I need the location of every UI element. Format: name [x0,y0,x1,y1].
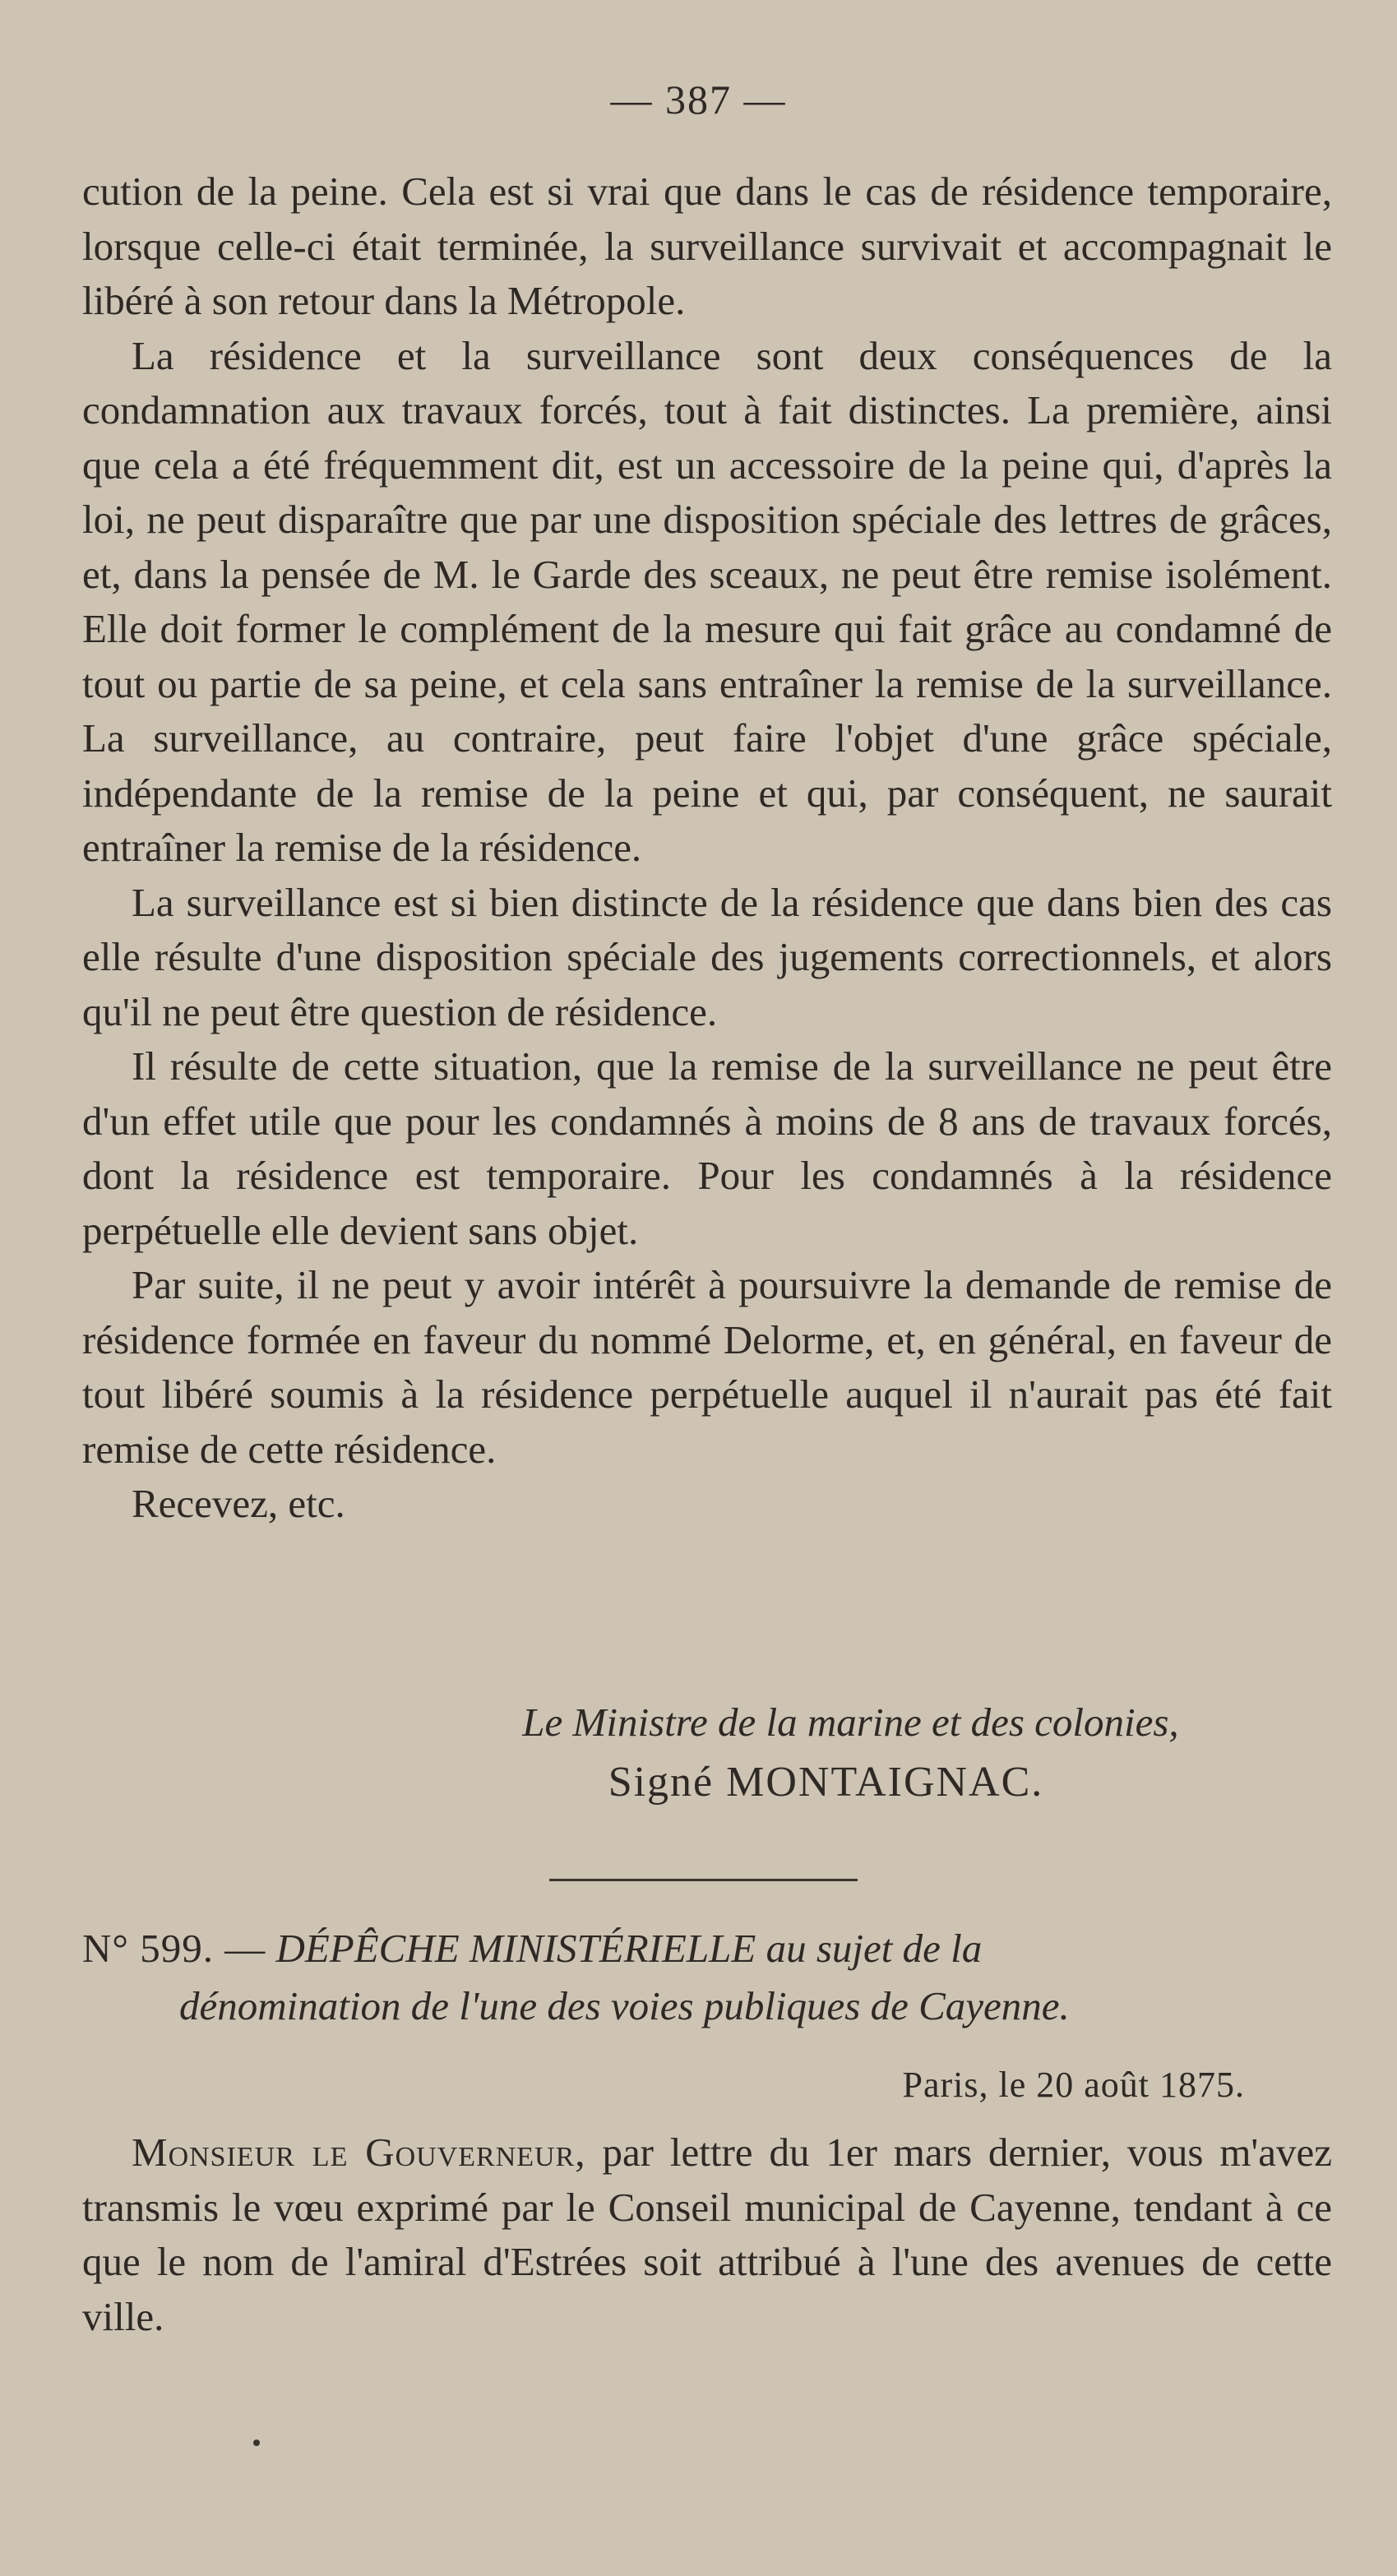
dispatch-heading [82,1920,1332,2035]
main-text [82,164,1332,1532]
dispatch-title-line1: DÉPÊCHE MINISTÉRIELLE au sujet de la [275,1926,983,1971]
dispatch-date: Paris, le 20 août 1875. [902,2065,1245,2105]
signatory-title: Le Ministre de la marine et des colonies, [522,1700,1179,1745]
paragraph: Recevez, etc. [132,1481,345,1526]
signature-block [0,1694,1397,1813]
dispatch-number: N° 599. — [82,1926,266,1971]
salutation: Monsieur le Gouverneur, [132,2130,586,2175]
ink-speck [253,2440,260,2446]
paragraph: La résidence et la surveillance sont deux conséquences de la condamnation aux travaux forcés, tout à fait distinctes. La première, ainsi que cela a été fréquemment dit, est un accessoire de la peine qui, d'après la loi, ne peut disparaître que par une disposition spéciale des lettres de grâces, et, dans la pensée de M. le Garde des sceaux, ne peut être remise isolément. Elle doit former le complément de la mesure qui fait grâce au condamné de tout ou partie de sa peine, et cela sans entraîner la remise de la surveillance. La surveillance, au contraire, peut faire l'objet d'une grâce spéciale, indépendante de la remise de la peine et qui, par conséquent, ne saurait entraîner la remise de la résidence. [82,332,1332,870]
dispatch-body [82,2125,1332,2344]
page-number: — 387 — [610,76,787,123]
paragraph: cution de la peine. Cela est si vrai que dans le cas de résidence temporaire, lorsque celle-ci était terminée, la surveillance survivait et accompagnait le libéré à son retour dans la Métropole. [82,169,1332,323]
paragraph: La surveillance est si bien distincte de la résidence que dans bien des cas elle résulte d'une disposition spéciale des jugements correctionnels, et alors qu'il ne peut être question de résidence. [82,879,1332,1034]
letter-text: par lettre du 1er mars dernier, vous m'avez transmis le vœu exprimé par le Conseil municipal de Cayenne, tendant à ce que le nom de l'amiral d'Estrées soit attribué à l'une des avenues de cette ville. [82,2130,1333,2339]
section-divider [549,1879,858,1881]
paragraph: Par suite, il ne peut y avoir intérêt à poursuivre la demande de remise de résidence formée en faveur du nommé Delorme, et, en général, en faveur de tout libéré soumis à la résidence perpétuelle auquel il n'aurait pas été fait remise de cette résidence. [82,1262,1332,1472]
paragraph: Il résulte de cette situation, que la remise de la surveillance ne peut être d'un effet utile que pour les condamnés à moins de 8 ans de travaux forcés, dont la résidence est temporaire. Pour les condamnés à la résidence perpétuelle elle devient sans objet. [82,1043,1332,1253]
dispatch-title-line2: dénomination de l'une des voies publiques de Cayenne. [179,1983,1070,2028]
signatory-name: Signé MONTAIGNAC. [608,1759,1044,1806]
